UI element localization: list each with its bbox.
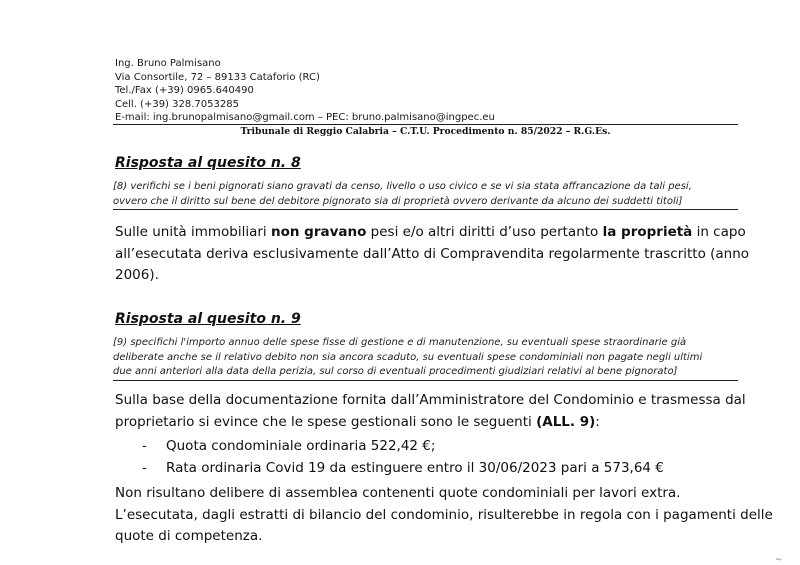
section-9-title: Risposta al quesito n. 9 — [115, 311, 301, 327]
section-9-line-1: Sulla base della documentazione fornita dall’Amministratore del Condominio e trasmessa dal — [115, 392, 746, 408]
author-address: Via Consortile, 72 – 89133 Cataforio (RC) — [115, 71, 320, 83]
section-8-line-2: all’esecutata deriva esclusivamente dall’Atto di Compravendita regolarmente trascritto (anno — [115, 245, 750, 262]
section-8-line-3: 2006). — [115, 267, 159, 283]
section-8-body — [115, 222, 750, 287]
quesito-9-line-2: deliberate anche se il relativo debito non sia ancora scaduto, su eventuali spese condominiali non pagate negli ultimi — [113, 351, 703, 363]
section-8-line-1: Sulle unità immobiliari non gravano pesi e/o altri diritti d’uso pertanto la proprietà in capo — [115, 224, 746, 240]
author-cell: Cell. (+39) 328.7053285 — [115, 98, 239, 110]
author-name: Ing. Bruno Palmisano — [115, 58, 221, 69]
section-8-title: Risposta al quesito n. 8 — [115, 155, 301, 171]
section-9-body — [115, 390, 746, 433]
section-9-body-cont — [115, 483, 773, 548]
court-reference: Tribunale di Reggio Calabria – C.T.U. Procedimento n. 85/2022 – R.G.Es. — [113, 124, 738, 138]
bullet-quota-ordinaria: - Quota condominiale ordinaria 522,42 €; — [142, 438, 436, 454]
letterhead — [115, 57, 495, 125]
author-email: E-mail: ing.brunopalmisano@gmail.com – PEC: bruno.palmisano@ingpec.eu — [115, 112, 495, 124]
quesito-9-line-3: due anni anteriori alla data della perizia, sul corso di eventuali procedimenti giudiziari relativi al bene pignorato] — [113, 366, 678, 377]
bullet-rata-covid: - Rata ordinaria Covid 19 da estinguere entro il 30/06/2023 pari a 573,64 € — [142, 460, 664, 476]
section-9-line-2: proprietario si evince che le spese gestionali sono le seguenti (ALL. 9): — [115, 413, 600, 430]
quesito-9-line-1: [9) specifichi l'importo annuo delle spese fisse di gestione e di manutenzione, su eventuali spese straordinarie già — [113, 337, 687, 348]
quesito-8-line-1: [8) verifichi se i beni pignorati siano gravati da censo, livello o uso civico e se vi sia stata affrancazione da tali pesi, — [113, 181, 692, 192]
section-9-line-5: quote di competenza. — [115, 528, 263, 544]
section-9-line-4: L’esecutata, dagli estratti di bilancio del condominio, risulterebbe in regola con i pagamenti delle — [115, 506, 773, 523]
quesito-8-line-2: ovvero che il diritto sul bene del debitore pignorato sia di proprietà ovvero derivante da alcuno dei suddetti titoli] — [113, 195, 683, 207]
page-number-mark: Pag. — [776, 557, 783, 561]
author-telfax: Tel./Fax (+39) 0965.640490 — [115, 85, 254, 97]
section-9-line-3: Non risultano delibere di assemblea contenenti quote condominiali per lavori extra. — [115, 485, 681, 501]
section-9-quesito — [113, 336, 738, 381]
section-8-quesito — [113, 180, 738, 210]
